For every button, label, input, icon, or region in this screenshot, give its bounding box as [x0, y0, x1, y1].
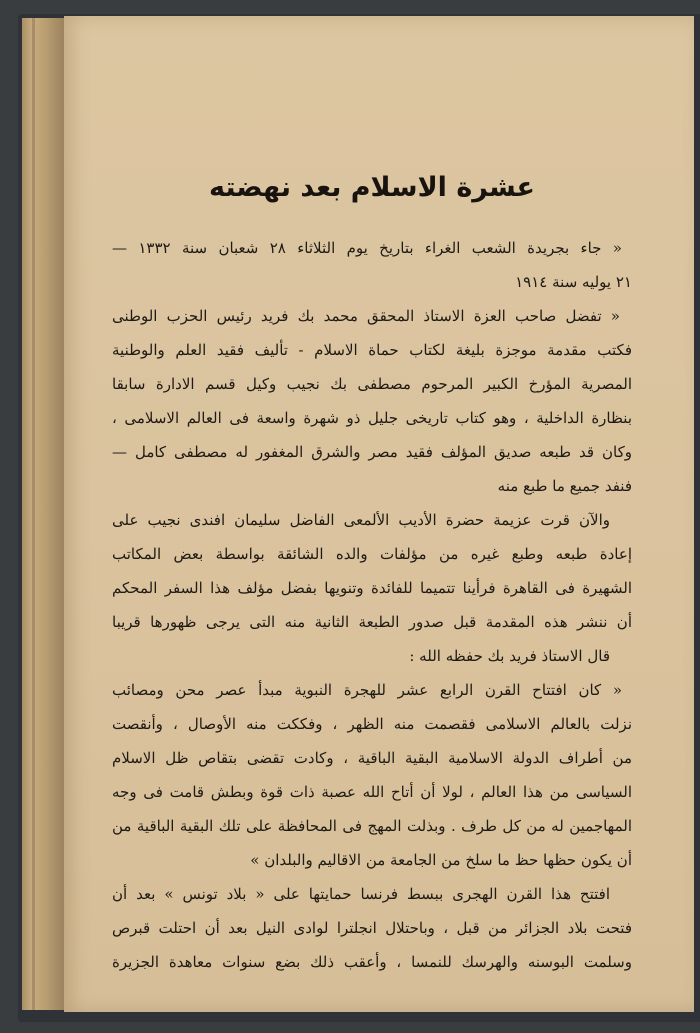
- text-line: الشهيرة فى القاهرة فرأينا تتميما للفائدة وتنويها بفضل مؤلف هذا السفر المحكم: [112, 579, 632, 597]
- text-line: والآن قرت عزيمة حضرة الأديب الألمعى الفاضل سليمان افندى نجيب على: [112, 511, 610, 529]
- text-line: بنظارة الداخلية ، وهو كتاب تاريخى جليل ذو شهرة واسعة فى العالم الاسلامى ،: [112, 409, 632, 427]
- text-line: فتحت بلاد الجزائر من قبل ، وباحتلال انجلترا لوادى النيل بعد أن احتلت قبرص: [112, 919, 632, 937]
- text-line: أن يكون حظها حظ ما سلخ من الجامعة من الاقاليم والبلدان »: [250, 851, 632, 869]
- text-line: « تفضل صاحب العزة الاستاذ المحقق محمد بك فريد رئيس الحزب الوطنى: [112, 307, 620, 325]
- text-line: ٢١ يوليه سنة ١٩١٤: [515, 273, 632, 291]
- text-line: افتتح هذا القرن الهجرى ببسط فرنسا حمايتها على « بلاد تونس » بعد أن: [112, 885, 610, 903]
- text-line: المهاجمين له من كل طرف . وبذلت المهج فى المحافظة على تلك البقية الباقية من: [112, 817, 632, 835]
- text-line: وسلمت البوسنه والهرسك للنمسا ، وأعقب ذلك بضع سنوات معاهدة الجزيرة: [112, 953, 632, 971]
- text-line: فكتب مقدمة موجزة بليغة لكتاب حماة الاسلام - تأليف فقيد العلم والوطنية: [112, 341, 632, 359]
- text-line: من أطراف الدولة الاسلامية البقية الباقية ، وكادت تقضى بتقاص ظل الاسلام: [112, 749, 632, 767]
- text-line: « كان افتتاح القرن الرابع عشر للهجرة النبوية مبدأ عصر محن ومصائب: [112, 681, 622, 699]
- page-text-block: [112, 172, 632, 979]
- text-line: أن ننشر هذه المقدمة قبل صدور الطبعة الثانية منه التى يرجى ظهورها قريبا: [112, 613, 632, 631]
- text-line: « جاء بجريدة الشعب الغراء بتاريخ يوم الثلاثاء ٢٨ شعبان سنة ١٣٣٢ —: [112, 239, 622, 257]
- text-line: إعادة طبعه وطبع غيره من مؤلفات والده الشائقة بواسطة بعض المكاتب: [112, 545, 632, 563]
- book-page: [64, 16, 694, 1012]
- text-line: وكان قد طبعه صديق المؤلف فقيد مصر والشرق المغفور له مصطفى كامل —: [112, 443, 632, 461]
- text-line: السياسى من هذا العالم ، لولا أن أتاح الله عصبة ذات قوة وبطش قامت فى وجه: [112, 783, 632, 801]
- text-line: قال الاستاذ فريد بك حفظه الله :: [409, 647, 610, 665]
- book-spine: [22, 18, 65, 1010]
- page-title: عشرة الاسلام بعد نهضته: [209, 172, 535, 203]
- text-line: المصرية المؤرخ الكبير المرحوم مصطفى بك نجيب وكيل قسم الادارة سابقا: [112, 375, 632, 393]
- text-line: نزلت بالعالم الاسلامى فقصمت منه الظهر ، وفككت منه الأوصال ، وأنقصت: [112, 715, 632, 733]
- text-line: فنفد جميع ما طبع منه: [497, 477, 632, 495]
